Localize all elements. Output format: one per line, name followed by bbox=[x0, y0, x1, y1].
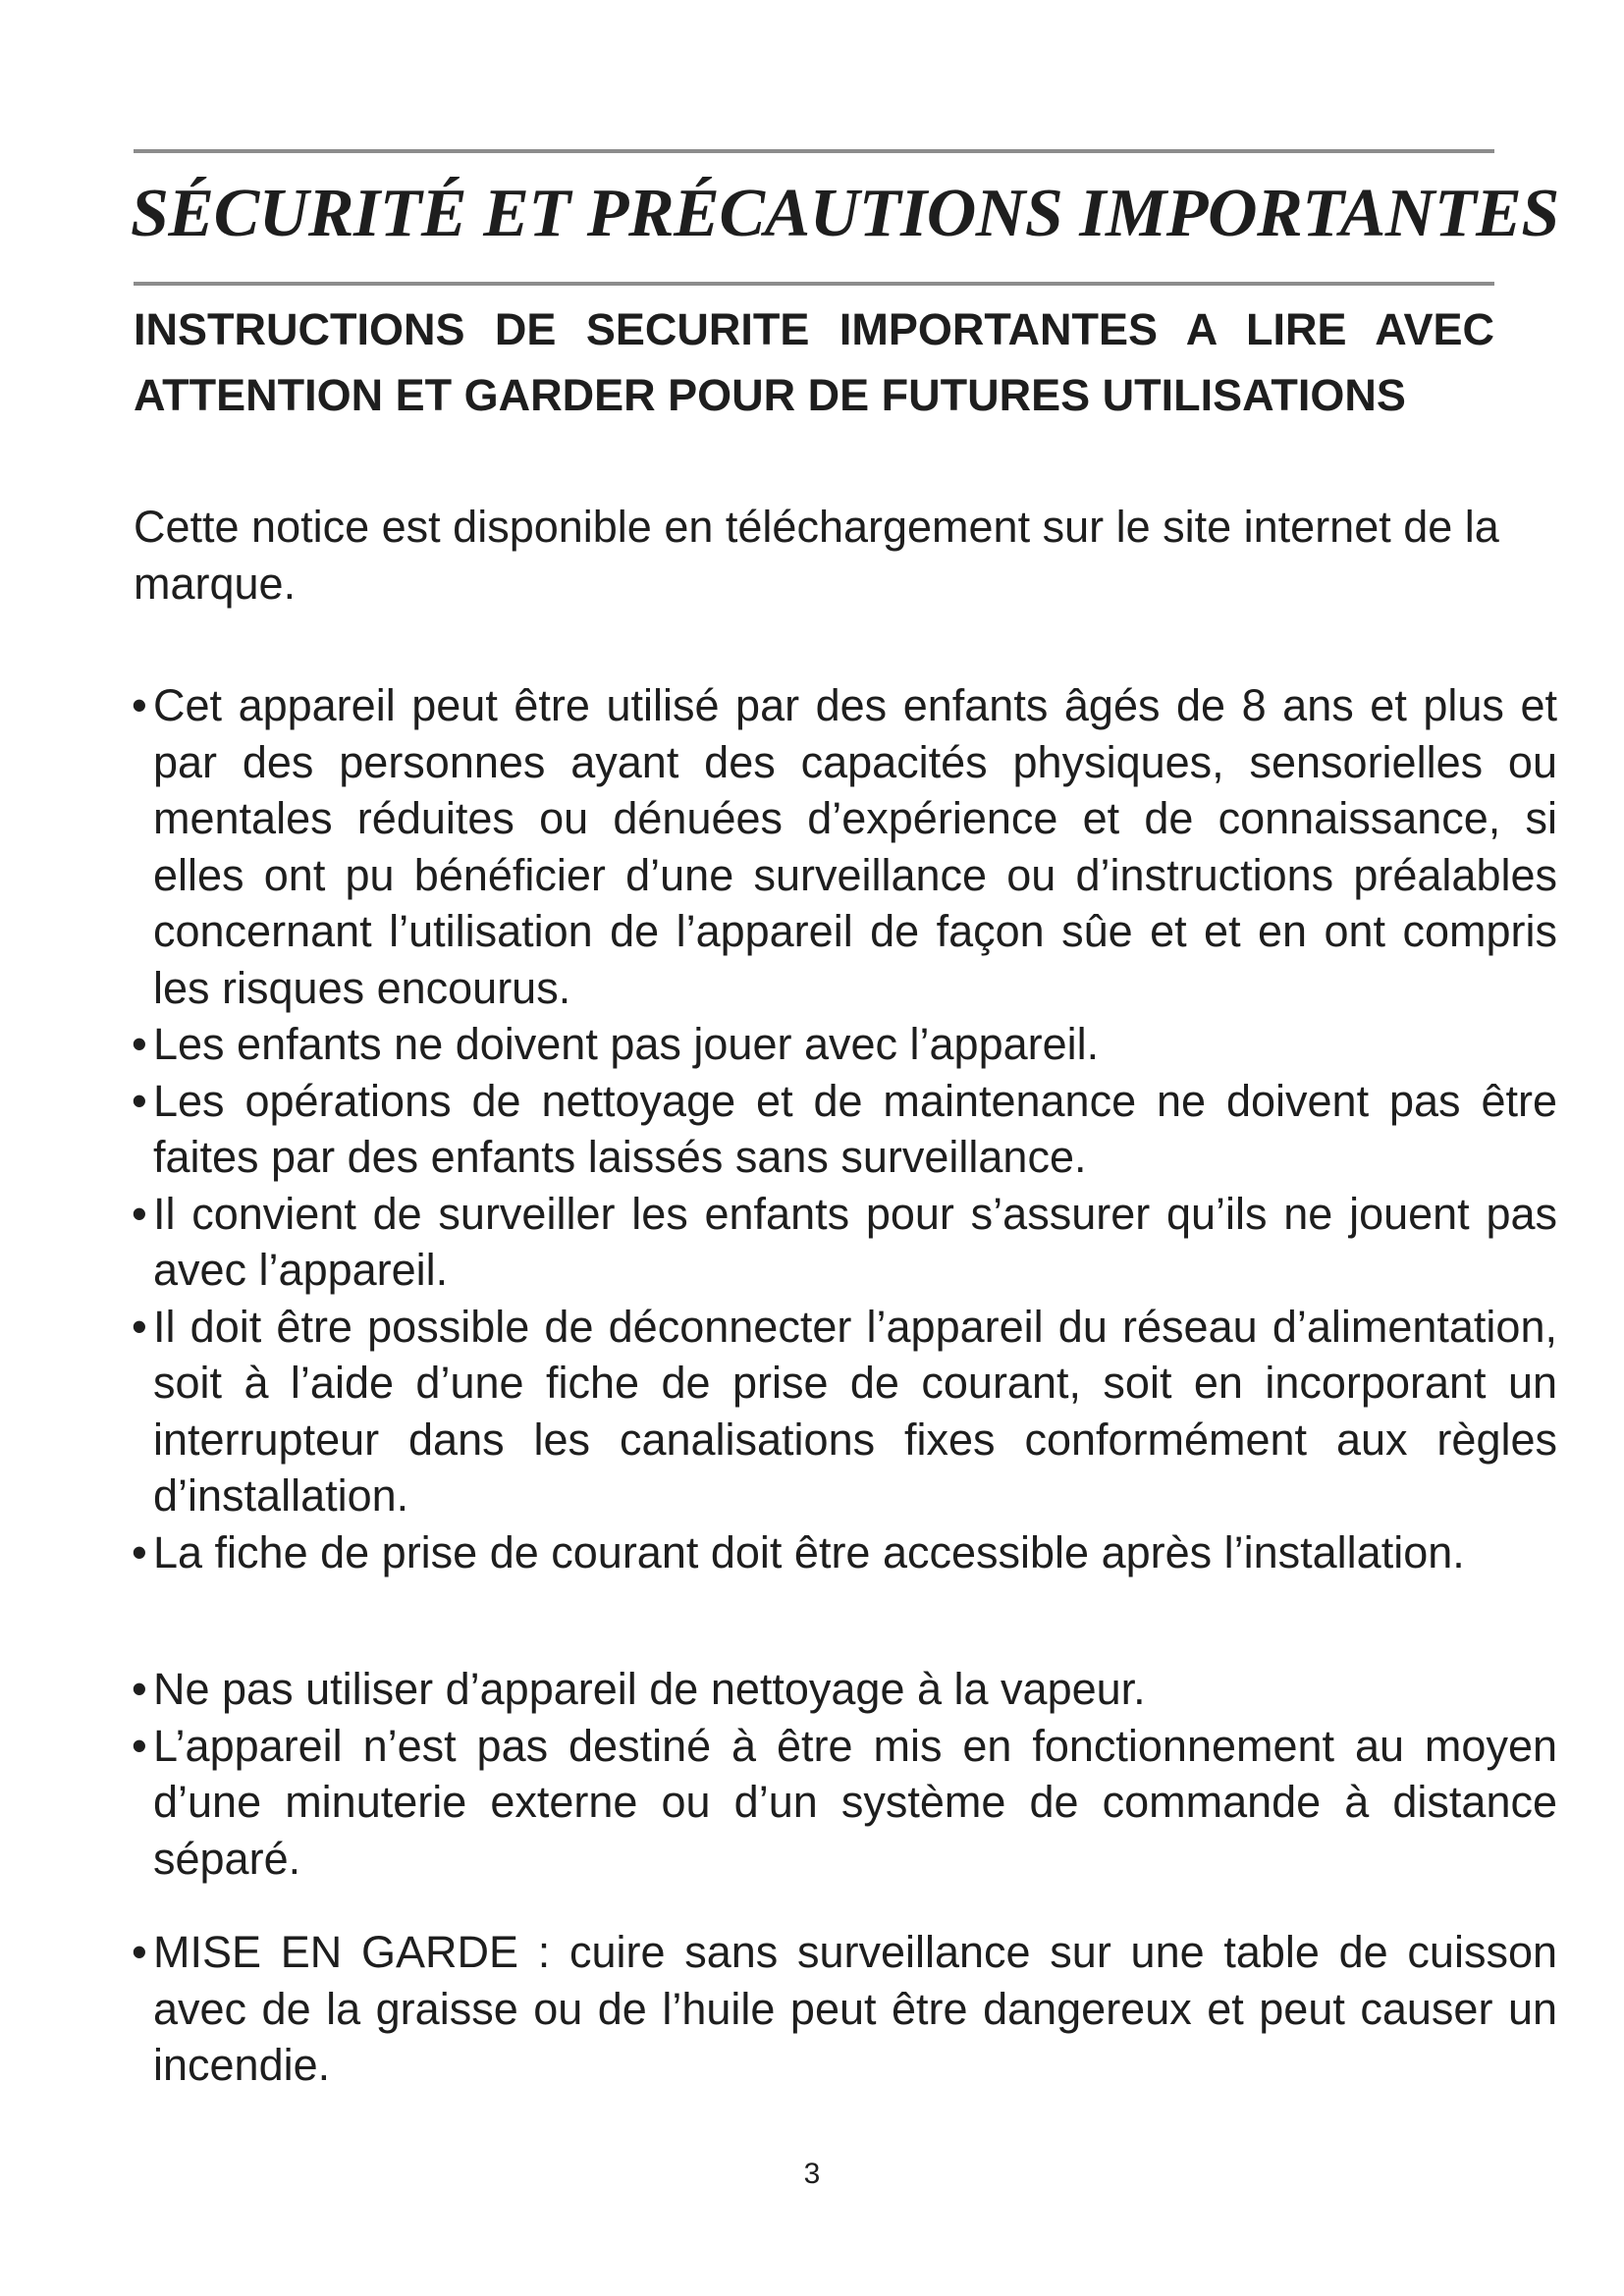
bullet-icon: • bbox=[132, 1075, 147, 1126]
list-item bbox=[134, 1016, 1557, 1073]
bullet-icon: • bbox=[132, 1664, 147, 1714]
list-item bbox=[134, 1186, 1557, 1299]
list-item-text: Il doit être possible de déconnecter l’appareil du réseau d’alimentation, soit à l’aide d’une fiche de prise de courant, soit en incorporant un interrupteur dans les canalisations fixes conformément aux règles d’installation. bbox=[153, 1301, 1557, 1521]
safety-list-1 bbox=[134, 677, 1557, 1580]
list-item bbox=[134, 1718, 1557, 1888]
bullet-icon: • bbox=[132, 1019, 147, 1069]
bullet-icon: • bbox=[132, 1188, 147, 1239]
list-item-text: Il convient de surveiller les enfants pour s’assurer qu’ils ne jouent pas avec l’appareil. bbox=[153, 1188, 1557, 1295]
list-item bbox=[134, 677, 1557, 1016]
list-item bbox=[134, 1073, 1557, 1186]
bullet-icon: • bbox=[132, 680, 147, 730]
instructions-heading: INSTRUCTIONS DE SECURITE IMPORTANTES A LIRE AVEC ATTENTION ET GARDER POUR DE FUTURES UTILISATIONS bbox=[134, 304, 1494, 420]
list-item-text: Les opérations de nettoyage et de maintenance ne doivent pas être faites par des enfants laissés sans surveillance. bbox=[153, 1075, 1557, 1182]
top-divider bbox=[134, 149, 1494, 153]
list-item bbox=[134, 1524, 1557, 1581]
list-item-text: Cet appareil peut être utilisé par des enfants âgés de 8 ans et plus et par des personnes ayant des capacités physiques, sensorielles ou mentales réduites ou dénuées d’expérience et de connaissance, si elles ont pu bénéficier d’une surveillance ou d’instructions préalables concernant l’utilisation de l’appareil de façon sûe et et en ont compris les risques encourus. bbox=[153, 680, 1557, 1013]
list-item bbox=[134, 1661, 1557, 1718]
list-item-text: MISE EN GARDE : cuire sans surveillance sur une table de cuisson avec de la graisse ou de l’huile peut être dangereux et peut causer un incendie. bbox=[153, 1927, 1557, 2090]
page-number: 3 bbox=[803, 2158, 821, 2190]
list-item-text: Ne pas utiliser d’appareil de nettoyage à la vapeur. bbox=[153, 1664, 1146, 1714]
page-title: SÉCURITÉ ET PRÉCAUTIONS IMPORTANTES bbox=[131, 176, 1559, 251]
bullet-icon: • bbox=[132, 1927, 147, 1977]
safety-list-2 bbox=[134, 1661, 1557, 1887]
list-item-text: La fiche de prise de courant doit être accessible après l’installation. bbox=[153, 1526, 1465, 1577]
bullet-icon: • bbox=[132, 1720, 147, 1771]
warning-list bbox=[134, 1924, 1557, 2094]
bullet-icon: • bbox=[132, 1526, 147, 1577]
list-item-text: Les enfants ne doivent pas jouer avec l’appareil. bbox=[153, 1019, 1100, 1069]
title-divider bbox=[134, 282, 1494, 286]
list-item bbox=[134, 1924, 1557, 2094]
list-item-text: L’appareil n’est pas destiné à être mis en fonctionnement au moyen d’une minuterie externe ou d’un système de commande à distance séparé. bbox=[153, 1720, 1557, 1884]
bullet-icon: • bbox=[132, 1301, 147, 1352]
intro-paragraph: Cette notice est disponible en téléchargement sur le site internet de la marque. bbox=[134, 502, 1499, 609]
list-item bbox=[134, 1299, 1557, 1524]
